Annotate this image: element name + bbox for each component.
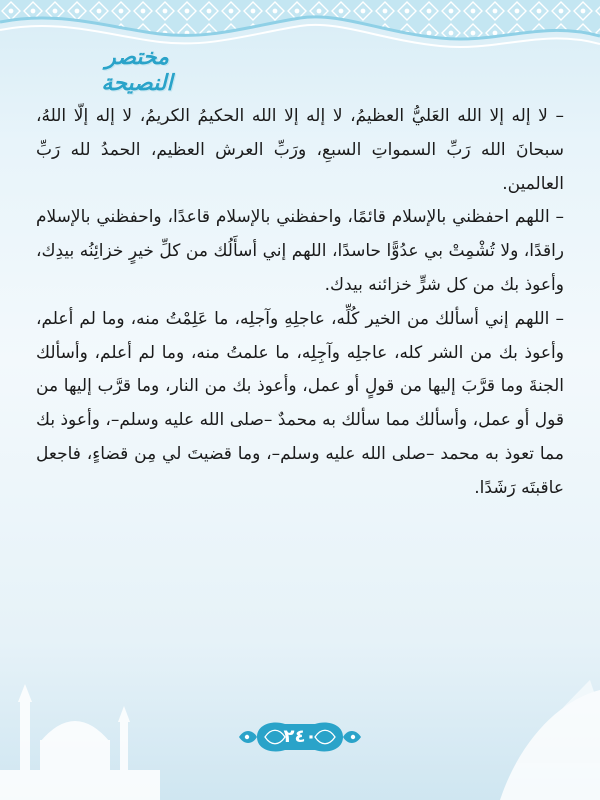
page-content xyxy=(36,100,564,670)
dua-paragraph-3: – اللهم إني أسألك من الخير كُلِّه، عاجلِهِ وآجلِه، ما عَلِمْتُ منه، وما لم أعلم، وأعوذ بك من الشر كله، عاجلِه وآجِلِه، ما علمتُ منه، وما لم أعلم، وأسألك الجنةَ وما قرَّبَ إليها من قولٍ أو عمل، وأعوذ بك من النار، وما قرَّب إليها من قول أو عمل، وأسألك مما سألك به محمدٌ –صلى الله عليه وسلم–، وأعوذ بك مما تعوذ به محمد –صلى الله عليه وسلم–، وما قضيتَ لي مِن قضاءٍ، فاجعل عاقبتَه رَشَدًا. xyxy=(36,308,564,498)
book-title: مختصر النصيحة xyxy=(101,44,173,96)
page-number: ٢٤٠ xyxy=(283,726,317,747)
dua-paragraph-2: – اللهم احفظني بالإسلام قائمًا، واحفظني بالإسلام قاعدًا، واحفظني بالإسلام راقدًا، ولا تُشْمِتْ بي عدُوًّا حاسدًا، اللهم إني أسأَلُك من كلِّ خيرٍ خزائِنُه بيدِك، وأعوذ بك من كل شرٍّ خزائنه بيدك. xyxy=(36,207,564,295)
dua-paragraph-1: – لا إله إلا الله العَليُّ العظيمُ، لا إله إلا الله الحكيمُ الكريمُ، لا إله إلّا اللهُ، سبحانَ الله رَبِّ السمواتِ السبعِ، ورَبِّ العرش العظيم، الحمدُ لله رَبِّ العالمين. xyxy=(36,106,564,194)
